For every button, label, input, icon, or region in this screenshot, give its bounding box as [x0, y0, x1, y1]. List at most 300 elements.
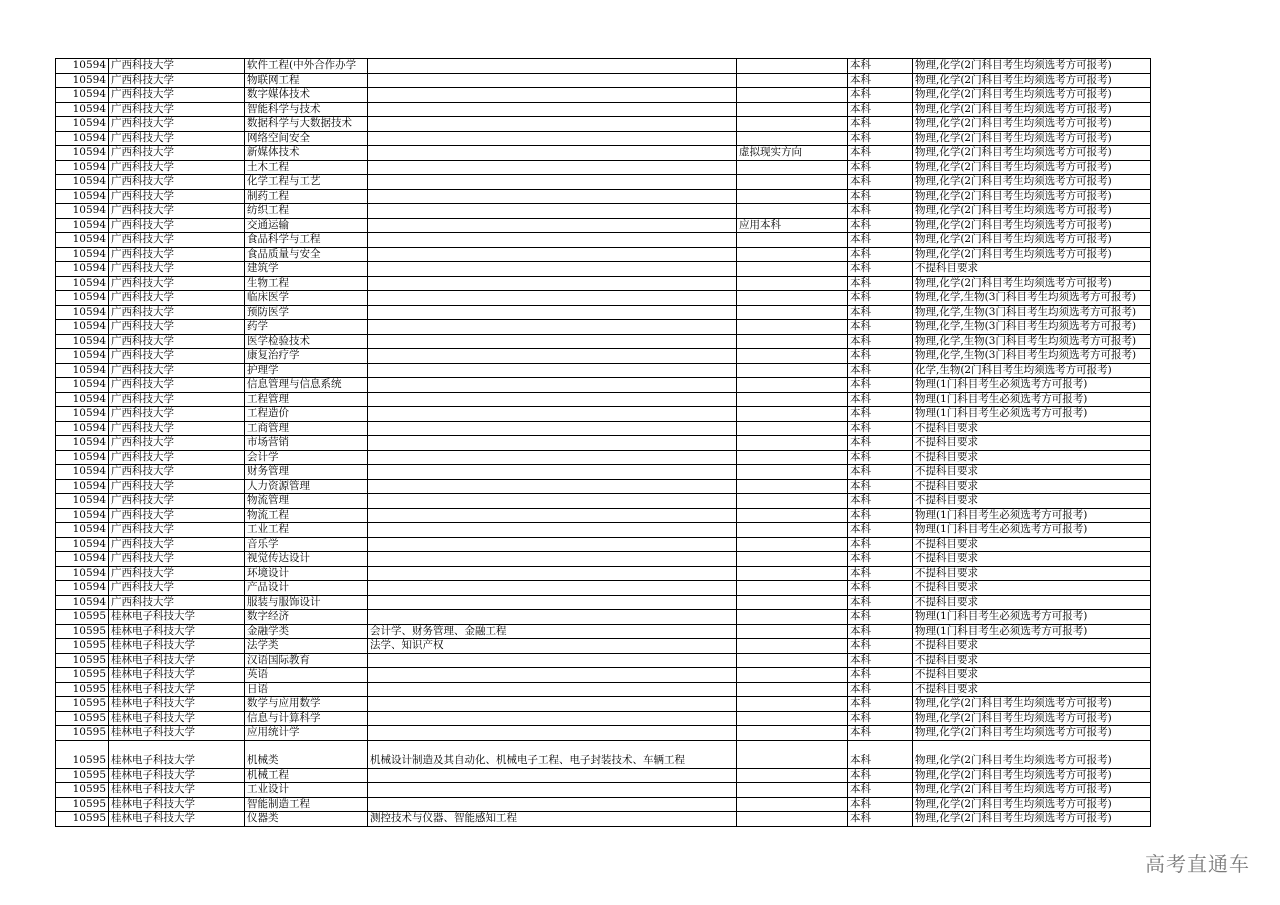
- major-name-cell: 物流工程: [245, 508, 368, 523]
- school-code-cell: 10594: [56, 363, 109, 378]
- school-code-cell: 10595: [56, 783, 109, 798]
- school-code-cell: 10594: [56, 537, 109, 552]
- major-name-cell: 日语: [245, 682, 368, 697]
- major-name-cell: 机械工程: [245, 768, 368, 783]
- school-code-cell: 10594: [56, 305, 109, 320]
- school-code-cell: 10594: [56, 436, 109, 451]
- school-name-cell: 广西科技大学: [109, 117, 245, 132]
- level-cell: 本科: [848, 740, 913, 768]
- school-name-cell: 广西科技大学: [109, 160, 245, 175]
- note-cell: [737, 768, 848, 783]
- level-cell: 本科: [848, 479, 913, 494]
- subject-requirement-cell: 不提科目要求: [913, 421, 1151, 436]
- level-cell: 本科: [848, 218, 913, 233]
- included-majors-cell: 测控技术与仪器、智能感知工程: [368, 812, 737, 827]
- table-row: [56, 668, 1151, 683]
- school-code-cell: 10595: [56, 697, 109, 712]
- included-majors-cell: [368, 218, 737, 233]
- level-cell: 本科: [848, 189, 913, 204]
- note-cell: [737, 653, 848, 668]
- table-row: [56, 407, 1151, 422]
- major-name-cell: 数字媒体技术: [245, 88, 368, 103]
- level-cell: 本科: [848, 668, 913, 683]
- major-name-cell: 信息与计算科学: [245, 711, 368, 726]
- included-majors-cell: [368, 668, 737, 683]
- subject-requirement-cell: 物理,化学(2门科目考生均须选考方可报考): [913, 73, 1151, 88]
- table-row: [56, 378, 1151, 393]
- school-name-cell: 桂林电子科技大学: [109, 624, 245, 639]
- included-majors-cell: [368, 450, 737, 465]
- school-name-cell: 广西科技大学: [109, 59, 245, 74]
- table-row: [56, 740, 1151, 768]
- subject-requirement-cell: 不提科目要求: [913, 581, 1151, 596]
- major-name-cell: 信息管理与信息系统: [245, 378, 368, 393]
- note-cell: [737, 494, 848, 509]
- included-majors-cell: [368, 102, 737, 117]
- note-cell: [737, 639, 848, 654]
- major-name-cell: 护理学: [245, 363, 368, 378]
- table-row: [56, 218, 1151, 233]
- included-majors-cell: [368, 73, 737, 88]
- level-cell: 本科: [848, 697, 913, 712]
- note-cell: [737, 363, 848, 378]
- note-cell: [737, 276, 848, 291]
- school-name-cell: 广西科技大学: [109, 523, 245, 538]
- table-row: [56, 682, 1151, 697]
- subject-requirement-cell: 不提科目要求: [913, 479, 1151, 494]
- table-row: [56, 581, 1151, 596]
- subject-requirement-cell: 化学,生物(2门科目考生均须选考方可报考): [913, 363, 1151, 378]
- school-code-cell: 10594: [56, 88, 109, 103]
- school-name-cell: 桂林电子科技大学: [109, 783, 245, 798]
- school-code-cell: 10595: [56, 812, 109, 827]
- level-cell: 本科: [848, 797, 913, 812]
- major-name-cell: 药学: [245, 320, 368, 335]
- major-name-cell: 数学与应用数学: [245, 697, 368, 712]
- subject-requirement-cell: 物理,化学(2门科目考生均须选考方可报考): [913, 189, 1151, 204]
- level-cell: 本科: [848, 392, 913, 407]
- subject-requirement-cell: 物理(1门科目考生必须选考方可报考): [913, 610, 1151, 625]
- note-cell: [737, 523, 848, 538]
- level-cell: 本科: [848, 160, 913, 175]
- note-cell: 虚拟现实方向: [737, 146, 848, 161]
- level-cell: 本科: [848, 711, 913, 726]
- level-cell: 本科: [848, 450, 913, 465]
- school-code-cell: 10594: [56, 102, 109, 117]
- level-cell: 本科: [848, 334, 913, 349]
- level-cell: 本科: [848, 175, 913, 190]
- subject-requirement-cell: 物理,化学(2门科目考生均须选考方可报考): [913, 711, 1151, 726]
- included-majors-cell: [368, 682, 737, 697]
- table-row: [56, 247, 1151, 262]
- included-majors-cell: [368, 189, 737, 204]
- school-code-cell: 10595: [56, 668, 109, 683]
- school-code-cell: 10595: [56, 797, 109, 812]
- school-code-cell: 10595: [56, 726, 109, 741]
- note-cell: [737, 407, 848, 422]
- level-cell: 本科: [848, 59, 913, 74]
- major-name-cell: 机械类: [245, 740, 368, 768]
- school-code-cell: 10595: [56, 711, 109, 726]
- school-name-cell: 广西科技大学: [109, 73, 245, 88]
- included-majors-cell: [368, 320, 737, 335]
- school-code-cell: 10595: [56, 740, 109, 768]
- included-majors-cell: [368, 537, 737, 552]
- school-name-cell: 广西科技大学: [109, 204, 245, 219]
- table-row: [56, 291, 1151, 306]
- school-name-cell: 桂林电子科技大学: [109, 726, 245, 741]
- table-row: [56, 726, 1151, 741]
- school-code-cell: 10594: [56, 218, 109, 233]
- school-name-cell: 广西科技大学: [109, 508, 245, 523]
- major-name-cell: 智能科学与技术: [245, 102, 368, 117]
- included-majors-cell: [368, 334, 737, 349]
- major-name-cell: 英语: [245, 668, 368, 683]
- school-code-cell: 10594: [56, 392, 109, 407]
- level-cell: 本科: [848, 349, 913, 364]
- level-cell: 本科: [848, 726, 913, 741]
- school-code-cell: 10594: [56, 479, 109, 494]
- major-name-cell: 音乐学: [245, 537, 368, 552]
- table-row: [56, 450, 1151, 465]
- subject-requirement-cell: 物理,化学(2门科目考生均须选考方可报考): [913, 726, 1151, 741]
- note-cell: [737, 537, 848, 552]
- subject-requirement-cell: 不提科目要求: [913, 552, 1151, 567]
- level-cell: 本科: [848, 233, 913, 248]
- level-cell: 本科: [848, 639, 913, 654]
- major-name-cell: 数字经济: [245, 610, 368, 625]
- included-majors-cell: [368, 595, 737, 610]
- note-cell: [737, 247, 848, 262]
- subject-requirement-cell: 物理(1门科目考生必须选考方可报考): [913, 523, 1151, 538]
- school-name-cell: 桂林电子科技大学: [109, 639, 245, 654]
- included-majors-cell: [368, 349, 737, 364]
- level-cell: 本科: [848, 102, 913, 117]
- included-majors-cell: [368, 508, 737, 523]
- school-name-cell: 桂林电子科技大学: [109, 697, 245, 712]
- note-cell: [737, 595, 848, 610]
- major-name-cell: 化学工程与工艺: [245, 175, 368, 190]
- level-cell: 本科: [848, 436, 913, 451]
- level-cell: 本科: [848, 624, 913, 639]
- note-cell: [737, 349, 848, 364]
- school-name-cell: 广西科技大学: [109, 363, 245, 378]
- subject-requirement-cell: 物理,化学(2门科目考生均须选考方可报考): [913, 218, 1151, 233]
- subject-requirement-cell: 物理,化学(2门科目考生均须选考方可报考): [913, 102, 1151, 117]
- note-cell: [737, 262, 848, 277]
- note-cell: [737, 740, 848, 768]
- school-name-cell: 广西科技大学: [109, 233, 245, 248]
- major-name-cell: 食品科学与工程: [245, 233, 368, 248]
- major-name-cell: 汉语国际教育: [245, 653, 368, 668]
- school-name-cell: 广西科技大学: [109, 276, 245, 291]
- level-cell: 本科: [848, 363, 913, 378]
- level-cell: 本科: [848, 305, 913, 320]
- note-cell: [737, 204, 848, 219]
- level-cell: 本科: [848, 146, 913, 161]
- school-code-cell: 10594: [56, 552, 109, 567]
- subject-requirement-cell: 物理,化学(2门科目考生均须选考方可报考): [913, 783, 1151, 798]
- included-majors-cell: [368, 59, 737, 74]
- note-cell: [737, 552, 848, 567]
- table-body: [56, 59, 1151, 827]
- included-majors-cell: [368, 146, 737, 161]
- table-row: [56, 204, 1151, 219]
- table-row: [56, 523, 1151, 538]
- subject-requirement-cell: 物理,化学(2门科目考生均须选考方可报考): [913, 740, 1151, 768]
- table-row: [56, 595, 1151, 610]
- major-name-cell: 财务管理: [245, 465, 368, 480]
- table-row: [56, 639, 1151, 654]
- included-majors-cell: [368, 610, 737, 625]
- note-cell: [737, 175, 848, 190]
- level-cell: 本科: [848, 320, 913, 335]
- included-majors-cell: [368, 465, 737, 480]
- level-cell: 本科: [848, 552, 913, 567]
- table-row: [56, 465, 1151, 480]
- included-majors-cell: [368, 117, 737, 132]
- school-name-cell: 广西科技大学: [109, 146, 245, 161]
- school-name-cell: 桂林电子科技大学: [109, 797, 245, 812]
- level-cell: 本科: [848, 523, 913, 538]
- subject-requirement-cell: 不提科目要求: [913, 262, 1151, 277]
- note-cell: [737, 117, 848, 132]
- level-cell: 本科: [848, 88, 913, 103]
- school-name-cell: 广西科技大学: [109, 334, 245, 349]
- note-cell: [737, 102, 848, 117]
- major-name-cell: 服装与服饰设计: [245, 595, 368, 610]
- school-name-cell: 桂林电子科技大学: [109, 768, 245, 783]
- major-name-cell: 食品质量与安全: [245, 247, 368, 262]
- school-code-cell: 10594: [56, 276, 109, 291]
- school-name-cell: 桂林电子科技大学: [109, 812, 245, 827]
- school-code-cell: 10594: [56, 334, 109, 349]
- level-cell: 本科: [848, 812, 913, 827]
- included-majors-cell: [368, 797, 737, 812]
- level-cell: 本科: [848, 117, 913, 132]
- level-cell: 本科: [848, 653, 913, 668]
- included-majors-cell: [368, 378, 737, 393]
- subject-requirement-cell: 物理(1门科目考生必须选考方可报考): [913, 378, 1151, 393]
- note-cell: [737, 73, 848, 88]
- school-code-cell: 10594: [56, 494, 109, 509]
- note-cell: [737, 783, 848, 798]
- table-row: [56, 305, 1151, 320]
- included-majors-cell: [368, 131, 737, 146]
- school-name-cell: 广西科技大学: [109, 378, 245, 393]
- table-row: [56, 494, 1151, 509]
- included-majors-cell: [368, 175, 737, 190]
- school-code-cell: 10595: [56, 653, 109, 668]
- table-row: [56, 537, 1151, 552]
- major-name-cell: 工商管理: [245, 421, 368, 436]
- note-cell: [737, 392, 848, 407]
- subject-requirement-cell: 物理,化学,生物(3门科目考生均须选考方可报考): [913, 305, 1151, 320]
- subject-requirement-cell: 物理,化学(2门科目考生均须选考方可报考): [913, 233, 1151, 248]
- school-code-cell: 10594: [56, 407, 109, 422]
- included-majors-cell: [368, 276, 737, 291]
- level-cell: 本科: [848, 768, 913, 783]
- note-cell: [737, 726, 848, 741]
- school-code-cell: 10594: [56, 595, 109, 610]
- subject-requirement-cell: 物理(1门科目考生必须选考方可报考): [913, 624, 1151, 639]
- major-name-cell: 仪器类: [245, 812, 368, 827]
- included-majors-cell: [368, 726, 737, 741]
- school-code-cell: 10594: [56, 320, 109, 335]
- note-cell: [737, 624, 848, 639]
- school-code-cell: 10594: [56, 349, 109, 364]
- subject-requirement-cell: 物理,化学(2门科目考生均须选考方可报考): [913, 768, 1151, 783]
- school-name-cell: 桂林电子科技大学: [109, 682, 245, 697]
- subject-requirement-cell: 物理,化学(2门科目考生均须选考方可报考): [913, 175, 1151, 190]
- subject-requirement-cell: 不提科目要求: [913, 653, 1151, 668]
- note-cell: [737, 291, 848, 306]
- subject-requirement-cell: 不提科目要求: [913, 494, 1151, 509]
- table-row: [56, 131, 1151, 146]
- school-name-cell: 广西科技大学: [109, 102, 245, 117]
- included-majors-cell: [368, 711, 737, 726]
- included-majors-cell: [368, 653, 737, 668]
- note-cell: [737, 697, 848, 712]
- subject-requirement-cell: 不提科目要求: [913, 682, 1151, 697]
- subject-requirement-cell: 物理,化学(2门科目考生均须选考方可报考): [913, 697, 1151, 712]
- level-cell: 本科: [848, 682, 913, 697]
- included-majors-cell: [368, 262, 737, 277]
- note-cell: [737, 305, 848, 320]
- subject-requirement-cell: 物理,化学(2门科目考生均须选考方可报考): [913, 117, 1151, 132]
- major-name-cell: 建筑学: [245, 262, 368, 277]
- major-name-cell: 制药工程: [245, 189, 368, 204]
- table-row: [56, 783, 1151, 798]
- table-row: [56, 392, 1151, 407]
- note-cell: [737, 812, 848, 827]
- school-code-cell: 10595: [56, 682, 109, 697]
- included-majors-cell: [368, 291, 737, 306]
- school-name-cell: 广西科技大学: [109, 218, 245, 233]
- note-cell: [737, 450, 848, 465]
- table-row: [56, 436, 1151, 451]
- included-majors-cell: [368, 88, 737, 103]
- table-row: [56, 146, 1151, 161]
- table-row: [56, 349, 1151, 364]
- school-name-cell: 广西科技大学: [109, 566, 245, 581]
- table-row: [56, 508, 1151, 523]
- major-name-cell: 预防医学: [245, 305, 368, 320]
- level-cell: 本科: [848, 262, 913, 277]
- school-code-cell: 10595: [56, 624, 109, 639]
- school-name-cell: 广西科技大学: [109, 450, 245, 465]
- school-code-cell: 10594: [56, 233, 109, 248]
- school-name-cell: 桂林电子科技大学: [109, 740, 245, 768]
- major-name-cell: 金融学类: [245, 624, 368, 639]
- table-row: [56, 697, 1151, 712]
- level-cell: 本科: [848, 566, 913, 581]
- note-cell: [737, 668, 848, 683]
- level-cell: 本科: [848, 291, 913, 306]
- subject-requirement-cell: 物理(1门科目考生必须选考方可报考): [913, 407, 1151, 422]
- note-cell: 应用本科: [737, 218, 848, 233]
- major-name-cell: 土木工程: [245, 160, 368, 175]
- level-cell: 本科: [848, 508, 913, 523]
- included-majors-cell: [368, 523, 737, 538]
- school-name-cell: 广西科技大学: [109, 407, 245, 422]
- table-row: [56, 797, 1151, 812]
- school-name-cell: 广西科技大学: [109, 291, 245, 306]
- included-majors-cell: [368, 247, 737, 262]
- table-row: [56, 189, 1151, 204]
- school-name-cell: 广西科技大学: [109, 262, 245, 277]
- table-row: [56, 363, 1151, 378]
- subject-requirement-cell: 物理,化学(2门科目考生均须选考方可报考): [913, 812, 1151, 827]
- included-majors-cell: [368, 363, 737, 378]
- included-majors-cell: [368, 160, 737, 175]
- school-name-cell: 广西科技大学: [109, 421, 245, 436]
- table-row: [56, 421, 1151, 436]
- school-code-cell: 10594: [56, 247, 109, 262]
- note-cell: [737, 88, 848, 103]
- major-name-cell: 新媒体技术: [245, 146, 368, 161]
- note-cell: [737, 378, 848, 393]
- major-name-cell: 生物工程: [245, 276, 368, 291]
- school-code-cell: 10594: [56, 160, 109, 175]
- school-code-cell: 10594: [56, 175, 109, 190]
- level-cell: 本科: [848, 581, 913, 596]
- note-cell: [737, 465, 848, 480]
- school-code-cell: 10594: [56, 508, 109, 523]
- school-code-cell: 10594: [56, 117, 109, 132]
- subject-requirement-cell: 物理,化学(2门科目考生均须选考方可报考): [913, 276, 1151, 291]
- major-name-cell: 环境设计: [245, 566, 368, 581]
- subject-requirement-cell: 物理,化学,生物(3门科目考生均须选考方可报考): [913, 349, 1151, 364]
- level-cell: 本科: [848, 276, 913, 291]
- note-cell: [737, 59, 848, 74]
- school-name-cell: 广西科技大学: [109, 305, 245, 320]
- school-code-cell: 10594: [56, 421, 109, 436]
- major-name-cell: 视觉传达设计: [245, 552, 368, 567]
- note-cell: [737, 189, 848, 204]
- included-majors-cell: [368, 204, 737, 219]
- note-cell: [737, 320, 848, 335]
- subject-requirement-cell: 物理,化学,生物(3门科目考生均须选考方可报考): [913, 320, 1151, 335]
- table-row: [56, 102, 1151, 117]
- included-majors-cell: [368, 494, 737, 509]
- school-name-cell: 广西科技大学: [109, 189, 245, 204]
- included-majors-cell: [368, 305, 737, 320]
- included-majors-cell: [368, 581, 737, 596]
- major-name-cell: 数据科学与大数据技术: [245, 117, 368, 132]
- subject-requirement-cell: 物理(1门科目考生必须选考方可报考): [913, 508, 1151, 523]
- table-row: [56, 59, 1151, 74]
- table-row: [56, 160, 1151, 175]
- subject-requirement-cell: 物理,化学(2门科目考生均须选考方可报考): [913, 131, 1151, 146]
- school-name-cell: 广西科技大学: [109, 537, 245, 552]
- included-majors-cell: [368, 697, 737, 712]
- level-cell: 本科: [848, 595, 913, 610]
- school-code-cell: 10594: [56, 189, 109, 204]
- included-majors-cell: [368, 768, 737, 783]
- subject-requirement-cell: 不提科目要求: [913, 450, 1151, 465]
- subject-requirement-cell: 不提科目要求: [913, 566, 1151, 581]
- major-name-cell: 产品设计: [245, 581, 368, 596]
- major-name-cell: 智能制造工程: [245, 797, 368, 812]
- level-cell: 本科: [848, 421, 913, 436]
- table-row: [56, 175, 1151, 190]
- table-row: [56, 479, 1151, 494]
- subject-requirement-cell: 不提科目要求: [913, 465, 1151, 480]
- subject-requirement-cell: 物理,化学(2门科目考生均须选考方可报考): [913, 160, 1151, 175]
- table-row: [56, 233, 1151, 248]
- level-cell: 本科: [848, 247, 913, 262]
